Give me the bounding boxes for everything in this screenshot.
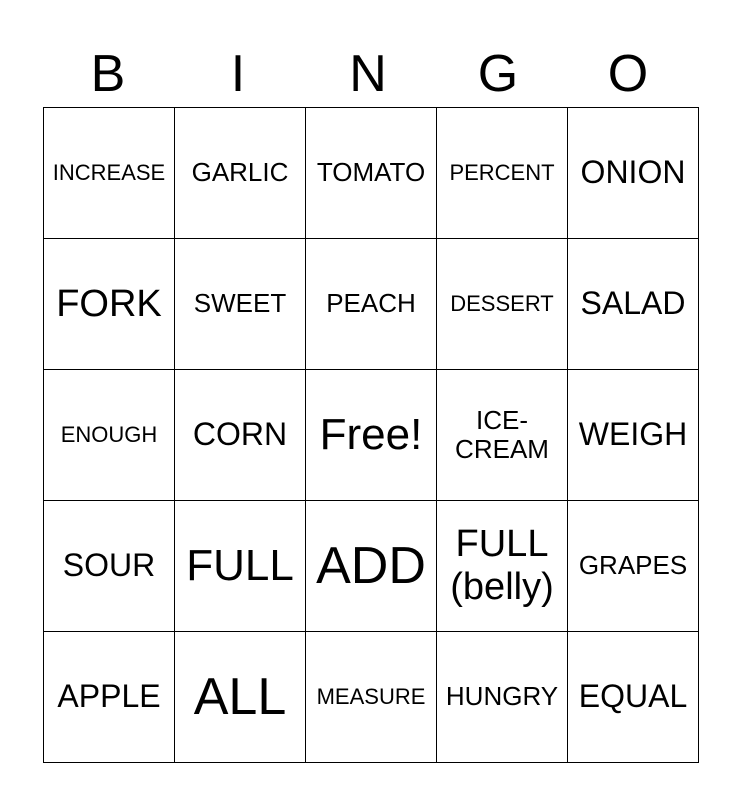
header-letter-b: B (90, 45, 126, 103)
bingo-cell[interactable]: SOUR (44, 501, 175, 632)
board-row (44, 632, 699, 763)
board-row (44, 501, 699, 632)
board-row (44, 239, 699, 370)
header-letter-g: G (477, 45, 519, 103)
bingo-cell[interactable]: CORN (175, 370, 306, 501)
bingo-cell[interactable]: FULL (belly) (437, 501, 568, 632)
bingo-cell[interactable]: DESSERT (437, 239, 568, 370)
bingo-cell[interactable]: GRAPES (568, 501, 699, 632)
bingo-cell[interactable]: SWEET (175, 239, 306, 370)
bingo-cell[interactable]: ONION (568, 108, 699, 239)
bingo-cell[interactable]: PEACH (306, 239, 437, 370)
bingo-cell[interactable]: PERCENT (437, 108, 568, 239)
bingo-cell[interactable]: TOMATO (306, 108, 437, 239)
free-space-cell[interactable]: Free! (306, 370, 437, 501)
bingo-cell[interactable]: APPLE (44, 632, 175, 763)
bingo-cell[interactable]: INCREASE (44, 108, 175, 239)
bingo-header (43, 40, 693, 108)
bingo-board (43, 107, 699, 763)
header-letter-o: O (607, 45, 649, 103)
bingo-cell[interactable]: ICE- CREAM (437, 370, 568, 501)
bingo-cell[interactable]: WEIGH (568, 370, 699, 501)
bingo-cell[interactable]: ENOUGH (44, 370, 175, 501)
bingo-cell[interactable]: ALL (175, 632, 306, 763)
board-row (44, 370, 699, 501)
bingo-cell[interactable]: ADD (306, 501, 437, 632)
bingo-cell[interactable]: GARLIC (175, 108, 306, 239)
header-letter-n: N (349, 45, 387, 103)
bingo-cell[interactable]: HUNGRY (437, 632, 568, 763)
bingo-cell[interactable]: SALAD (568, 239, 699, 370)
header-letter-i: I (230, 45, 246, 103)
bingo-cell[interactable]: EQUAL (568, 632, 699, 763)
board-row (44, 108, 699, 239)
bingo-cell[interactable]: FORK (44, 239, 175, 370)
bingo-cell[interactable]: MEASURE (306, 632, 437, 763)
bingo-cell[interactable]: FULL (175, 501, 306, 632)
